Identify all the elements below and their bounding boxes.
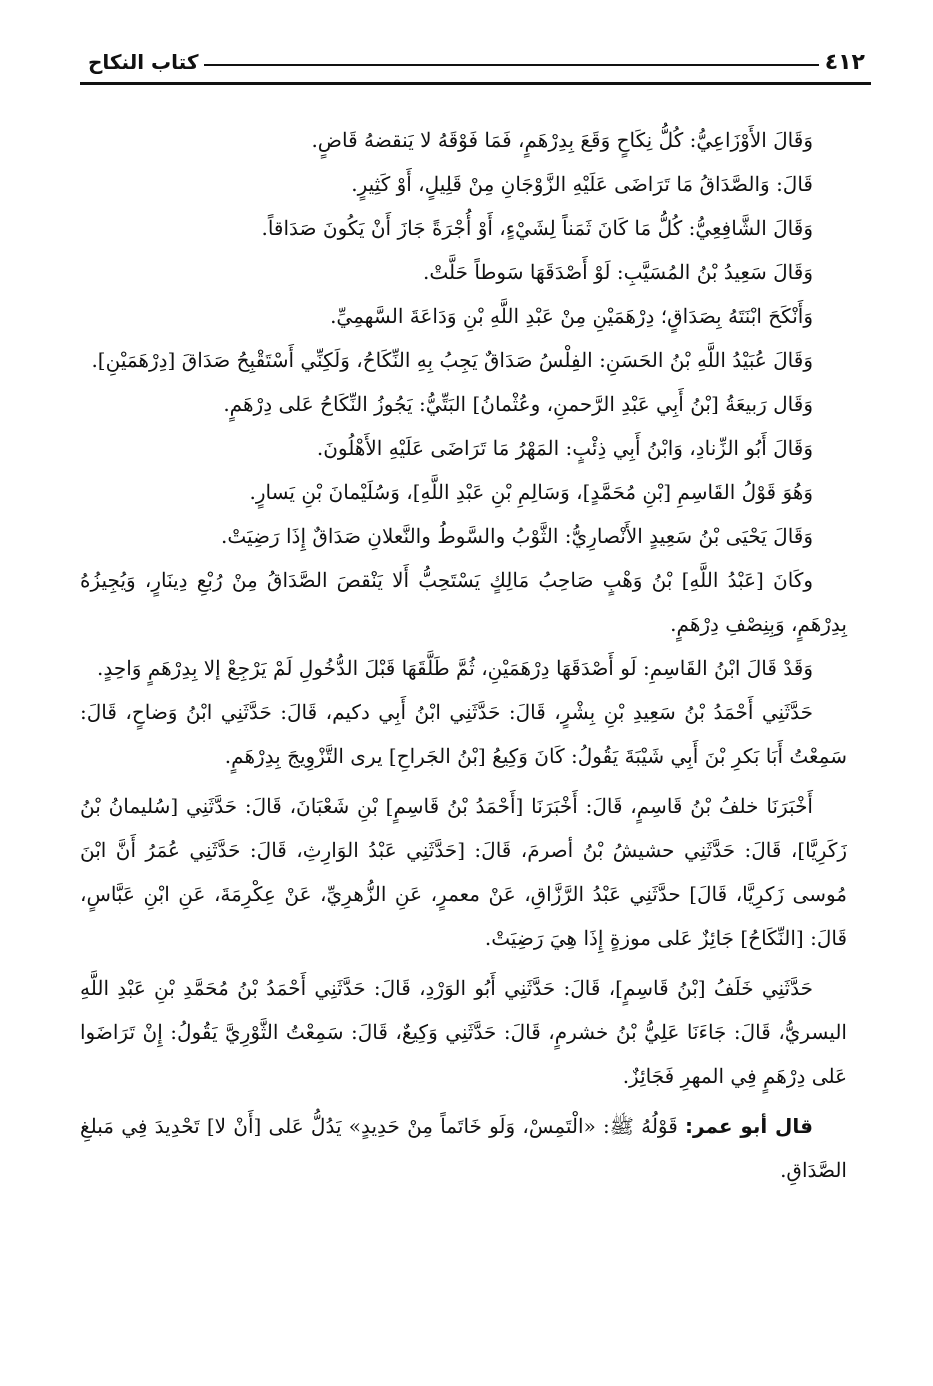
paragraph: وَقَالَ عُبَيْدُ اللَّهِ بْنُ الحَسَنِ: الفِلْسُ صَدَاقٌ يَجِبُ بِهِ النِّكَاحُ، وَلَكِنِّي أَسْتَقْبِحُ صَدَاقَ [دِرْهَمَيْنِ]. [91, 348, 813, 372]
paragraph: وكَانَ [عَبْدُ اللَّهِ] بْنُ وَهْبٍ صَاحِبُ مَالِكٍ يَسْتَحِبُّ أَلا يَنْقصَ الصَّدَاقُ مِنْ رُبْعِ دِينَارٍ، وَيُجِيزُهُ بِدِرْهَمٍ، وَبِنِصْفِ دِرْهَمٍ. [80, 568, 847, 636]
book-title: كتاب النكاح [88, 50, 199, 74]
paragraph: حَدَّثَنِي خَلَفُ [بْنُ قَاسِمٍ]، قَالَ: حَدَّثَنِي أَبُو الوَرْدِ، قَالَ: حَدَّثَنِي أَحْمَدُ بْنُ مُحَمَّدِ بْنِ عَبْدِ اللَّهِ اليسريُّ، قَالَ: جَاءَنَا عَلِيُّ بْنُ خشرمٍ، قَالَ: حَدَّثَنِي وَكِيعٌ، قَالَ: سَمِعْتُ الثَّوْرِيَّ يَقُولُ: إِنْ تَرَاضَوا عَلى دِرْهَمٍ فِي المهرِ فَجَائِزٌ. [80, 976, 847, 1088]
header-rule [80, 82, 871, 85]
paragraph: وَهُوَ قَوْلُ القَاسِمِ [بْنِ مُحَمَّدٍ]، وَسَالِمِ بْنِ عَبْدِ اللَّهِ]، وَسُلَيْمانَ بْنِ يَسارٍ. [249, 480, 813, 504]
paragraph: وَقَدْ قَالَ ابْنُ القَاسِمِ: لَو أَصْدَقَهَا دِرْهَمَيْنِ، ثُمَّ طَلَّقَهَا قَبْلَ الدُّخُولِ لَمْ يَرْجِعْ إلا بِدِرْهَمٍ وَاحِدٍ. [97, 656, 813, 680]
abu-umar-label: قال أبو عمر: [685, 1114, 813, 1138]
final-paragraph [80, 1104, 847, 1192]
paragraph: وَقَال رَبيعَةُ [بْنُ أَبِي عَبْدِ الرَّحمنِ، وعُثْمانُ] البَتِّيُّ: يَجُوزُ النِّكَاحُ عَلى دِرْهَمٍ. [223, 392, 813, 416]
paragraph: حَدَّثَنِي أَحْمَدُ بْنُ سَعِيدِ بْنِ بِشْرٍ، قَالَ: حَدَّثَنِي ابْنُ أَبِي دكيم، قَالَ: حَدَّثَنِي ابْنُ وَضاحٍ، قَالَ: سَمِعْتُ أَبَا بَكرِ بْنَ أَبِي شَيْبَةَ يَقُولُ: كَانَ وَكِيعُ [بْنُ الجَراحِ] يرى التَّزْوِيجَ بِدِرْهَمٍ. [80, 700, 847, 768]
header-dash-line [204, 64, 818, 66]
paragraph: وَقَالَ يَحْيَى بْنُ سَعِيدٍ الأَنْصارِيُّ: الثَّوْبُ والسَّوطُ والنَّعلانِ صَدَاقٌ إِذَا رَضِيَتْ. [220, 524, 813, 548]
paragraph: وَقَالَ الشَّافِعِيُّ: كُلُّ مَا كَانَ ثَمَناً لِشَيْءٍ، أَوْ أُجْرَةً جَازَ أَنْ يَكُونَ صَدَاقاً. [261, 216, 813, 240]
body-text [80, 118, 847, 1192]
paragraph: قَالَ: وَالصَّدَاقُ مَا تَرَاضَى عَلَيْهِ الزَّوْجَانِ مِنْ قَلِيلٍ، أَوْ كَثِيرٍ. [351, 172, 813, 196]
paragraph: وَقَالَ سَعِيدُ بْنُ المُسَيَّبِ: لَوْ أَصْدَقَهَا سَوطاً حَلَّتْ. [423, 260, 813, 284]
paragraph: أَخْبَرَنَا خلفُ بْنُ قَاسِمٍ، قَالَ: أَخْبَرَنَا [أَحْمَدُ بْنُ قَاسِمٍ] بْنِ شَعْبَانَ، قَالَ: حَدَّثَنِي [سُليمانُ بْنُ زَكَرِيَّا]، قَالَ: حَدَّثَنِي حشيشُ بْنُ أصرمَ، قَالَ: [حَدَّثَنِي عَبْدُ الوَارِثِ، قَالَ: حَدَّثَنِي عُمَرُ أَنَّ ابْنَ مُوسى زَكرِيَّا، قَالَ] حدَّثَنِي عَبْدُ الرَّزَّاقِ، عَنْ معمرٍ، عَنِ الزُّهرِيِّ، عَنْ عِكْرِمَةَ، عَنِ ابْنِ عَبَّاسٍ، قَالَ: [النِّكَاحُ] جَائِزٌ عَلى موزةٍ إِذَا هِيَ رَضِيَتْ. [80, 794, 848, 950]
page-header [80, 44, 871, 80]
final-paragraph-text: قَوْلُهُ ﷺ: «الْتَمِسْ، وَلَو خَاتَماً مِنْ حَدِيدٍ» يَدُلُّ عَلى [أَنْ لا] تَحْدِيدَ فِي مَبلغِ الصَّدَاقِ. [80, 1114, 847, 1182]
paragraph: وَقَالَ أَبُو الزِّنادِ، وَابْنُ أَبِي ذِئْبٍ: المَهْرُ مَا تَرَاضَى عَلَيْهِ الأَهْلُونَ. [316, 436, 813, 460]
paragraph: وَقَالَ الأَوْزَاعِيُّ: كُلُّ نِكَاحٍ وَقَعَ بِدِرْهَمٍ، فَمَا فَوْقَهُ لا يَنقضهُ قَاضٍ. [311, 128, 813, 152]
paragraph: وَأَنْكَحَ ابْنَتَهُ بِصَدَاقٍ؛ دِرْهَمَيْنِ مِنْ عَبْدِ اللَّهِ بْنِ وَدَاعَةَ السَّهمِيِّ. [330, 304, 813, 328]
page-number: ٤١٢ [824, 49, 865, 75]
